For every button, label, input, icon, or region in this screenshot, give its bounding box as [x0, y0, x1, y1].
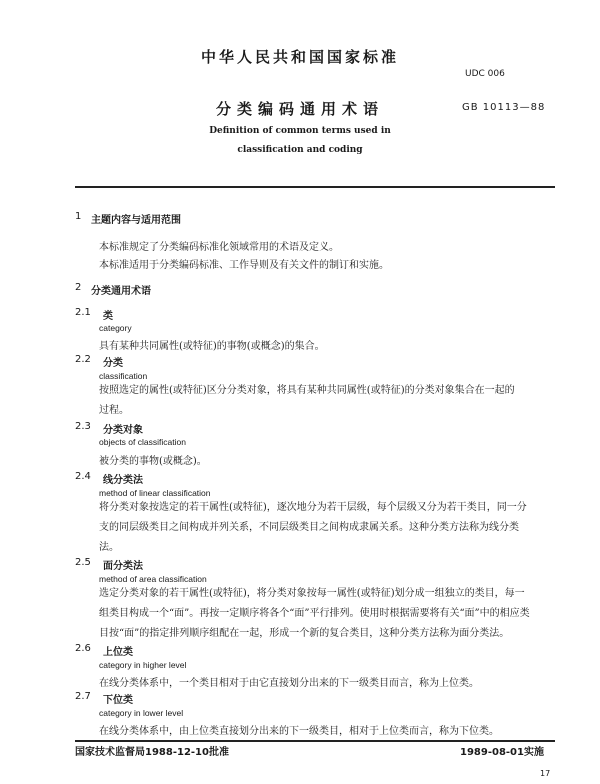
udc-code: UDC 006: [465, 69, 505, 79]
term-2-6-definition: 在线分类体系中，一个类目相对于由它直接划分出来的下一级类目而言，称为上位类。: [99, 678, 479, 689]
term-2-3-number: 2.3: [75, 421, 91, 432]
term-2-7-english: category in lower level: [99, 708, 184, 718]
term-2-3-name: 分类对象: [103, 425, 143, 436]
term-2-4-definition-line-3: 法。: [99, 542, 119, 553]
term-2-5-english: method of area classification: [99, 574, 207, 584]
english-title-line-2: classification and coding: [237, 145, 363, 155]
term-2-7-name: 下位类: [103, 695, 133, 706]
top-divider: [75, 186, 555, 188]
term-2-7-definition: 在线分类体系中，由上位类直接划分出来的下一级类目，相对于上位类而言，称为下位类。: [99, 726, 499, 737]
page-number: 17: [540, 769, 551, 778]
section-1-paragraph-1: 本标准规定了分类编码标准化领域常用的术语及定义。: [99, 242, 339, 253]
term-2-4-name: 线分类法: [103, 475, 143, 486]
term-2-2-definition-line-2: 过程。: [99, 405, 129, 416]
term-2-4-definition-line-1: 将分类对象按选定的若干属性(或特征)，逐次地分为若干层级，每个层级又分为若干类目，同一分: [99, 502, 527, 513]
term-2-2-definition-line-1: 按照选定的属性(或特征)区分分类对象，将具有某种共同属性(或特征)的分类对象集合在一起的: [99, 385, 515, 396]
term-2-1-definition: 具有某种共同属性(或特征)的事物(或概念)的集合。: [99, 341, 325, 352]
term-2-4-definition: [99, 498, 567, 558]
term-2-2-definition: [99, 381, 567, 421]
approval-date: 国家技术监督局1988-12-10批准: [75, 747, 229, 758]
standard-org-title: 中华人民共和国国家标准: [200, 48, 399, 66]
term-2-3-definition: 被分类的事物(或概念)。: [99, 456, 207, 467]
term-2-2-name: 分类: [103, 358, 123, 369]
term-2-7-number: 2.7: [75, 691, 91, 702]
term-2-5-number: 2.5: [75, 557, 91, 568]
term-2-4-number: 2.4: [75, 471, 91, 482]
term-2-5-definition-line-1: 选定分类对象的若干属性(或特征)，将分类对象按每一属性(或特征)划分成一组独立的类目，每一: [99, 588, 525, 599]
gb-standard-number: GB 10113—88: [462, 102, 546, 113]
english-title-line-1: Definition of common terms used in: [209, 126, 391, 136]
term-2-3-english: objects of classification: [99, 437, 186, 447]
term-2-2-english: classification: [99, 371, 148, 381]
term-2-5-definition-line-2: 组类目构成一个“面”。再按一定顺序将各个“面”平行排列。使用时根据需要将有关“面”中的相应类: [99, 608, 530, 619]
term-2-5-name: 面分类法: [103, 561, 143, 572]
document-title: 分类编码通用术语: [215, 100, 384, 118]
section-1-title: 主题内容与适用范围: [91, 215, 181, 226]
term-2-6-number: 2.6: [75, 643, 91, 654]
bottom-divider: [75, 740, 555, 742]
section-1-paragraph-2: 本标准适用于分类编码标准、工作导则及有关文件的制订和实施。: [99, 260, 389, 271]
term-2-4-english: method of linear classification: [99, 488, 211, 498]
term-2-1-english: category: [99, 323, 132, 333]
term-2-2-number: 2.2: [75, 354, 91, 365]
term-2-5-definition: [99, 584, 567, 644]
term-2-1-number: 2.1: [75, 307, 91, 318]
term-2-1-name: 类: [103, 311, 113, 322]
term-2-6-english: category in higher level: [99, 660, 187, 670]
section-1-number: 1: [75, 211, 82, 222]
section-2-title: 分类通用术语: [91, 286, 151, 297]
section-2-number: 2: [75, 282, 82, 293]
term-2-4-definition-line-2: 支的同层级类目之间构成并列关系，不同层级类目之间构成隶属关系。这种分类方法称为线分类: [99, 522, 519, 533]
term-2-6-name: 上位类: [103, 647, 133, 658]
term-2-5-definition-line-3: 目按“面”的指定排列顺序组配在一起，形成一个新的复合类目，这种分类方法称为面分类法。: [99, 628, 510, 639]
implementation-date: 1989-08-01实施: [460, 747, 544, 758]
